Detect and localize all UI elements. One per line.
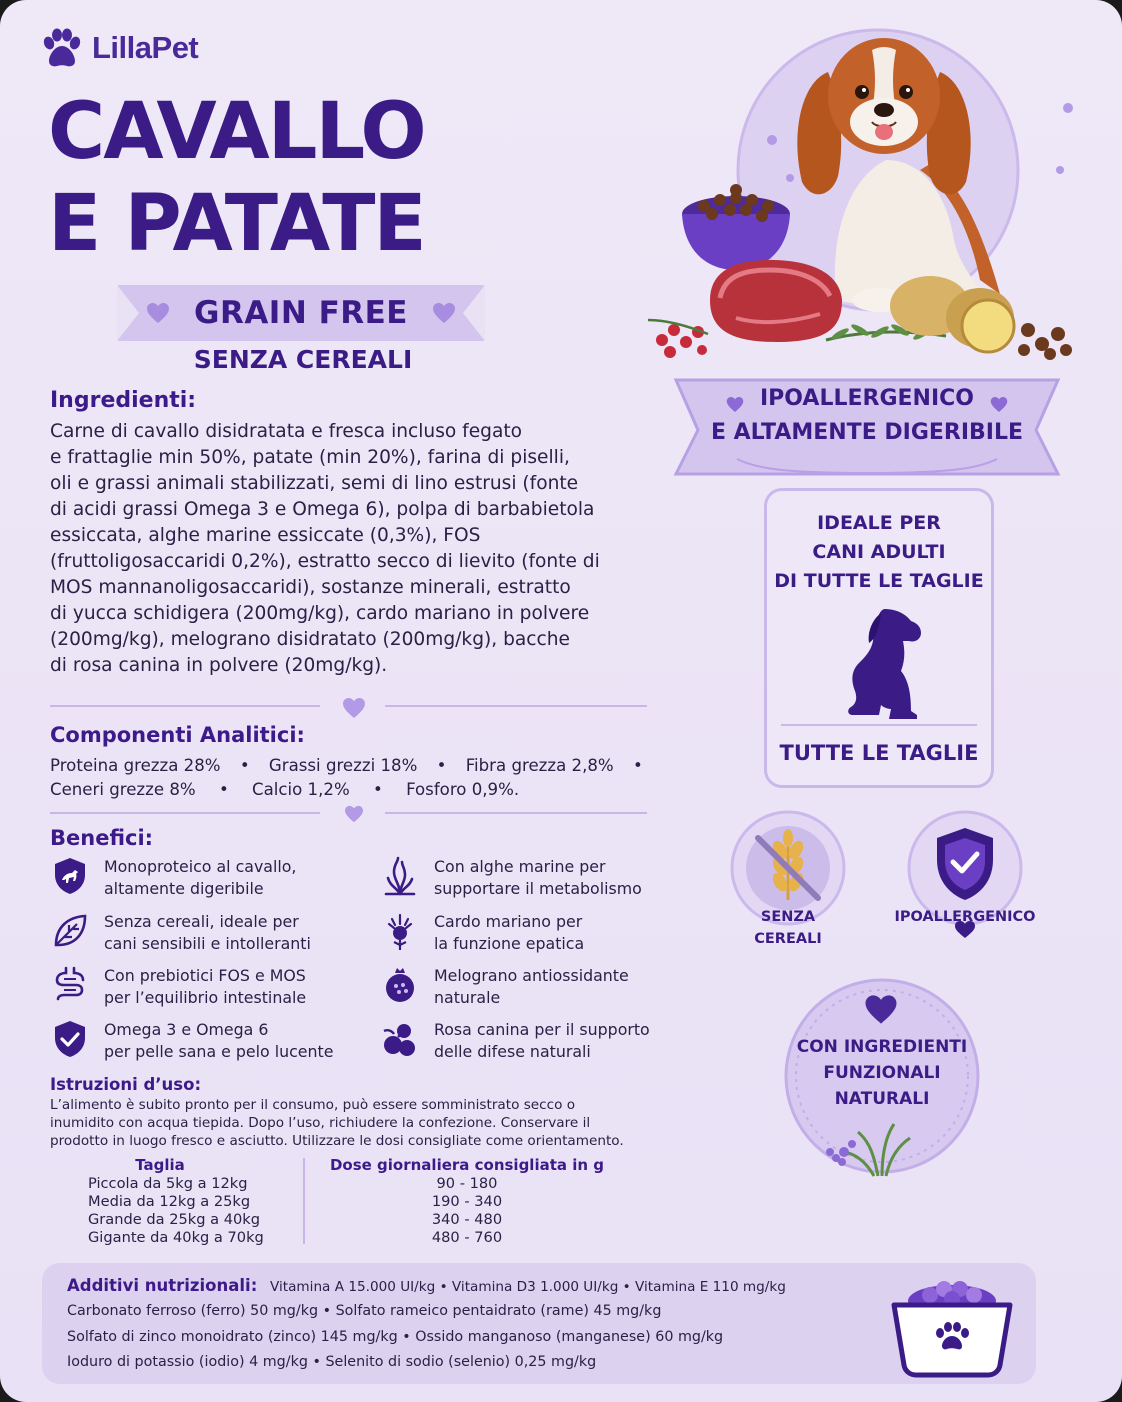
benefit-text: supportare il metabolismo xyxy=(434,879,642,898)
brand xyxy=(38,26,198,70)
heart-icon xyxy=(344,805,364,823)
additives-line: Carbonato ferroso (ferro) 50 mg/kg • Solfato rameico pentaidrato (rame) 45 mg/kg xyxy=(67,1303,662,1319)
size-card-line: DI TUTTE LE TAGLIE xyxy=(774,570,984,592)
hypo-banner xyxy=(672,378,1062,476)
analytics-heading: Componenti Analitici: xyxy=(50,723,305,747)
ingredients-line: e frattaglie min 50%, patate (min 20%), farina di piselli, xyxy=(50,447,570,468)
instructions-heading: Istruzioni d’uso: xyxy=(50,1075,202,1094)
size-card-line: CANI ADULTI xyxy=(812,541,946,563)
analytic-item: Fibra grezza 2,8% xyxy=(465,756,614,775)
functional-label xyxy=(782,1034,982,1112)
dose-size: Piccola da 5kg a 12kg xyxy=(88,1175,248,1192)
benefit-text: Senza cereali, ideale per xyxy=(104,912,299,931)
dose-size: Gigante da 40kg a 70kg xyxy=(88,1229,264,1246)
ingredients-line: Carne di cavallo disidratata e fresca incluso fegato xyxy=(50,421,523,442)
dose-value: 90 - 180 xyxy=(436,1175,498,1192)
bullet-separator: • xyxy=(436,756,447,775)
table-divider xyxy=(303,1158,305,1244)
heart-icon xyxy=(864,994,898,1025)
instructions-line: prodotto in luogo fresco e asciutto. Utilizzare le dosi consigliate come orientamento. xyxy=(50,1133,624,1149)
ingredients-heading: Ingredienti: xyxy=(50,388,197,413)
analytic-item: Grassi grezzi 18% xyxy=(268,756,418,775)
dose-value: 190 - 340 xyxy=(431,1193,503,1210)
benefit-text: altamente digeribile xyxy=(104,879,264,898)
size-card-divider xyxy=(781,724,977,726)
benefit-text: Con alghe marine per xyxy=(434,857,606,876)
additives-line xyxy=(67,1276,786,1295)
additives-text: Vitamina A 15.000 UI/kg • Vitamina D3 1.000 UI/kg • Vitamina E 110 mg/kg xyxy=(269,1279,786,1295)
dose-table xyxy=(60,1156,640,1248)
bullet-separator: • xyxy=(373,780,383,799)
bullet-separator: • xyxy=(239,756,250,775)
food-bowl-icon xyxy=(882,1271,1022,1379)
table-row xyxy=(88,1175,264,1247)
dose-value: 480 - 760 xyxy=(431,1229,503,1246)
grain-free-ribbon xyxy=(118,285,484,341)
size-card-bottom: TUTTE LE TAGLIE xyxy=(779,741,979,765)
seaweed-icon xyxy=(380,856,420,896)
horse-shield-icon xyxy=(50,856,90,896)
rosehip-icon xyxy=(380,1019,420,1059)
ingredients-line: (200mg/kg), melograno disidratato (200mg/kg), bacche xyxy=(50,629,570,650)
benefit-item xyxy=(50,911,311,955)
dose-size: Grande da 25kg a 40kg xyxy=(88,1211,261,1228)
title-line-1: CAVALLO xyxy=(48,87,425,177)
additives-line: Solfato di zinco monoidrato (zinco) 145 mg/kg • Ossido manganoso (manganese) 60 mg/kg xyxy=(67,1329,724,1345)
benefit-text: la funzione epatica xyxy=(434,934,585,953)
ingredients-line: di yucca schidigera (200mg/kg), cardo mariano in polvere xyxy=(50,603,590,624)
benefit-text: Monoproteico al cavallo, xyxy=(104,857,297,876)
sitting-dog-icon xyxy=(819,601,939,721)
ingredients-line: oli e grassi animali stabilizzati, semi di lino estrusi (fonte xyxy=(50,473,579,494)
benefit-item xyxy=(50,1019,333,1063)
grain-free-label: GRAIN FREE xyxy=(194,295,408,331)
benefit-item xyxy=(50,856,296,900)
ingredients-line: (fruttoligosaccaridi 0,2%), estratto secco di lievito (fonte di xyxy=(50,551,600,572)
ingredients-line: MOS mannanoligosaccaridi), sostanze minerali, estratto xyxy=(50,577,571,598)
benefit-text: Melograno antiossidante xyxy=(434,966,629,985)
benefit-text: Cardo mariano per xyxy=(434,912,583,931)
heart-icon xyxy=(342,697,366,719)
intestine-icon xyxy=(50,965,90,1005)
functional-label-line: CON INGREDIENTI xyxy=(796,1037,968,1057)
size-card xyxy=(764,488,994,788)
analytic-item: Proteina grezza 28% xyxy=(50,756,221,775)
hypoallergenic-label: IPOALLERGENICO xyxy=(894,909,1036,925)
brand-name: LillaPet xyxy=(92,30,199,65)
ingredients-line: essiccata, alghe marine essiccate (0,3%), FOS xyxy=(50,525,481,546)
no-grain-label-line: CEREALI xyxy=(754,931,822,947)
hero-illustration xyxy=(640,0,1100,375)
pomegranate-icon xyxy=(380,965,420,1005)
benefit-text: Rosa canina per il supporto xyxy=(434,1020,650,1039)
bullet-separator: • xyxy=(632,756,643,775)
benefits-heading: Benefici: xyxy=(50,826,154,850)
analytic-item: Calcio 1,2% xyxy=(252,780,350,799)
benefit-text: Omega 3 e Omega 6 xyxy=(104,1020,269,1039)
benefit-item xyxy=(380,1019,650,1063)
divider xyxy=(50,705,320,707)
no-grain-label-line: SENZA xyxy=(760,909,816,925)
benefit-text: naturale xyxy=(434,988,501,1007)
subtitle: SENZA CEREALI xyxy=(193,345,413,374)
bullet-separator: • xyxy=(218,780,229,799)
hypo-banner-line-1: IPOALLERGENICO xyxy=(760,386,974,411)
additives-heading: Additivi nutrizionali: xyxy=(67,1276,258,1295)
benefit-text: delle difese naturali xyxy=(434,1042,591,1061)
additives-line: Ioduro di potassio (iodio) 4 mg/kg • Selenito di sodio (selenio) 0,25 mg/kg xyxy=(67,1354,597,1370)
divider xyxy=(385,705,647,707)
dose-value: 340 - 480 xyxy=(431,1211,503,1228)
additives-panel xyxy=(42,1263,1036,1384)
benefit-text: cani sensibili e intolleranti xyxy=(104,934,311,953)
ingredients-line: di rosa canina in polvere (20mg/kg). xyxy=(50,655,388,676)
instructions-line: inumidito con acqua tiepida. Dopo l’uso, richiudere la confezione. Conservare il xyxy=(50,1115,591,1131)
instructions-text xyxy=(50,1096,670,1150)
benefit-item xyxy=(380,911,584,955)
ingredients-line: di acidi grassi Omega 3 e Omega 6), polpa di barbabietola xyxy=(50,499,595,520)
check-shield-icon xyxy=(50,1019,90,1059)
benefit-item xyxy=(50,965,306,1009)
heart-icon xyxy=(432,302,456,324)
dose-table-header-dose: Dose giornaliera consigliata in g xyxy=(329,1156,605,1174)
functional-label-line: NATURALI xyxy=(834,1089,930,1109)
benefit-text: Con prebiotici FOS e MOS xyxy=(104,966,306,985)
analytics-list xyxy=(50,754,650,802)
analytic-item: Ceneri grezze 8% xyxy=(50,780,196,799)
title-line-2: E PATATE xyxy=(48,179,425,269)
product-title xyxy=(48,86,425,270)
benefit-text: per pelle sana e pelo lucente xyxy=(104,1042,334,1061)
instructions-line: L’alimento è subito pronto per il consumo, può essere somministrato secco o xyxy=(50,1097,576,1113)
dose-table-header-size: Taglia xyxy=(135,1156,185,1174)
divider xyxy=(50,812,320,814)
benefit-item xyxy=(380,965,629,1009)
benefit-text: per l’equilibrio intestinale xyxy=(104,988,307,1007)
dose-size: Media da 12kg a 25kg xyxy=(88,1193,251,1210)
thistle-icon xyxy=(380,911,420,951)
divider xyxy=(385,812,647,814)
no-grain-label xyxy=(730,906,846,950)
table-row xyxy=(322,1175,612,1247)
ingredients-text xyxy=(50,419,650,679)
size-card-line: IDEALE PER xyxy=(817,512,941,534)
benefit-item xyxy=(380,856,642,900)
leaf-icon xyxy=(50,911,90,951)
analytic-item: Fosforo 0,9%. xyxy=(406,780,520,799)
functional-label-line: FUNZIONALI xyxy=(823,1063,941,1083)
hypo-banner-line-2: E ALTAMENTE DIGERIBILE xyxy=(710,420,1024,445)
paw-logo-icon xyxy=(38,26,82,70)
